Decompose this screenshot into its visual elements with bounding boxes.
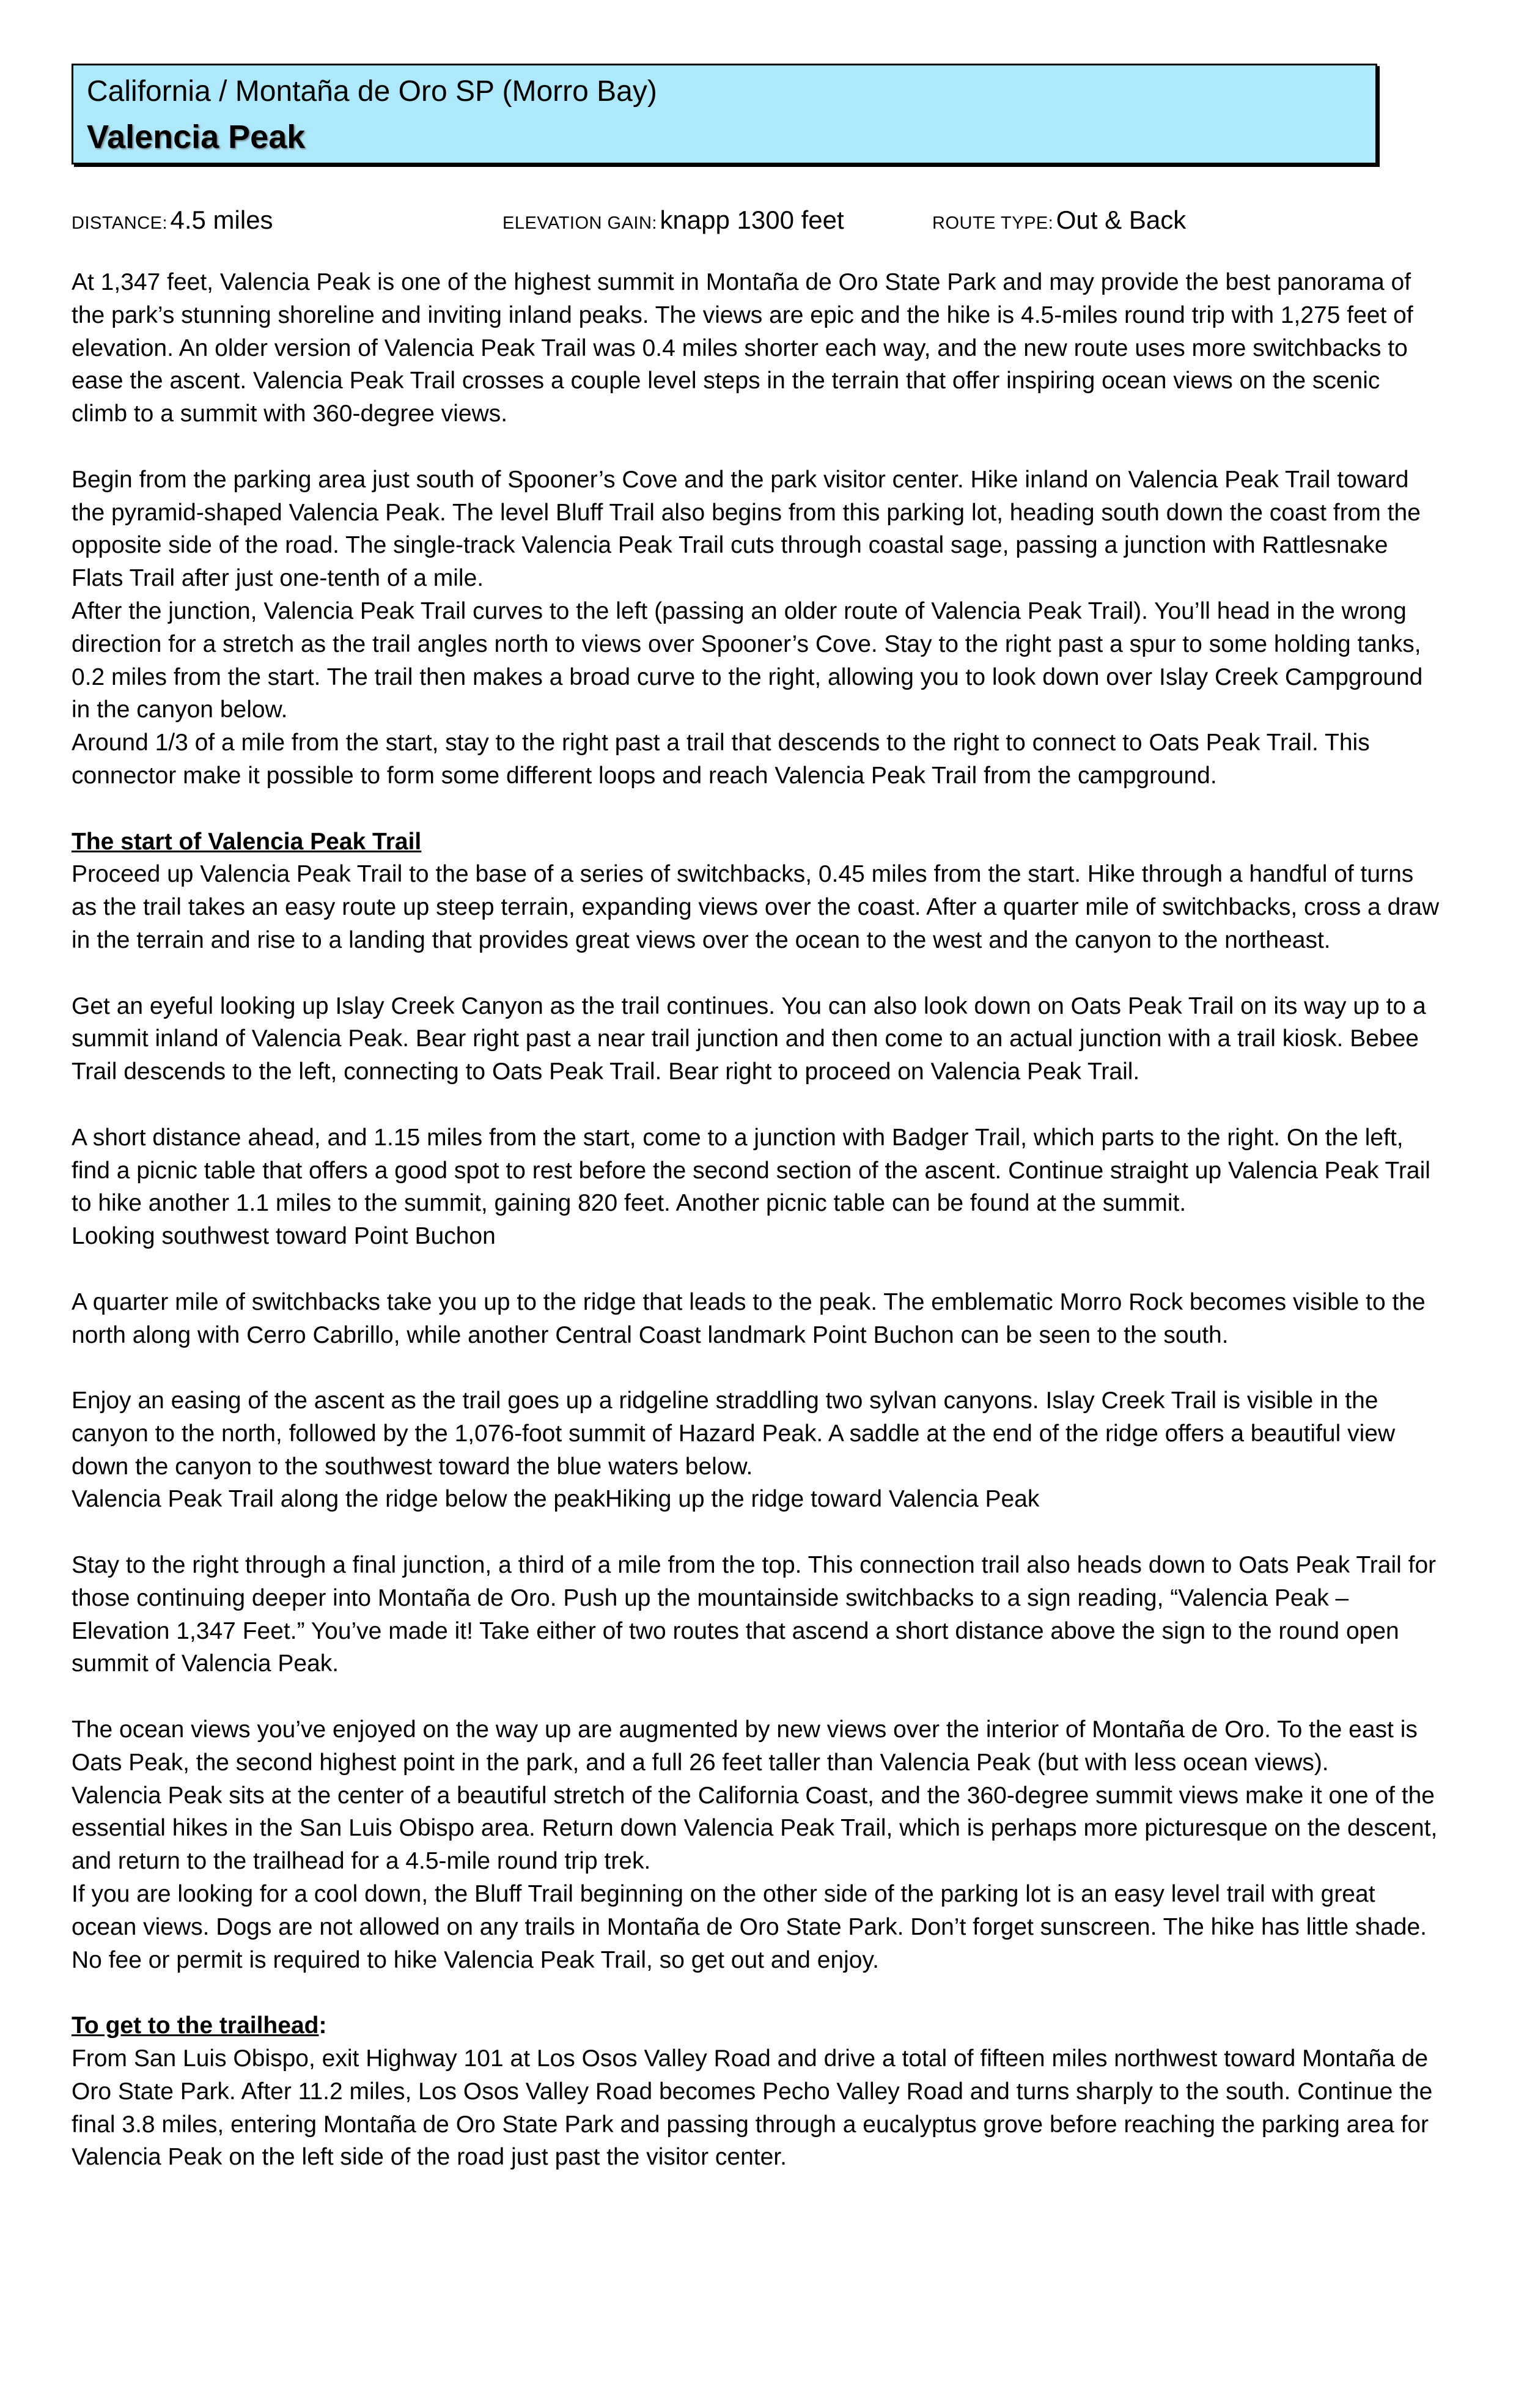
- photo-caption-point-buchon: Looking southwest toward Point Buchon: [72, 1223, 496, 1250]
- paragraph-ridge: A quarter mile of switchbacks take you up to the ridge that leads to the peak. The emblematic Morro Rock becomes visible to the north along with Cerro Cabrillo, while another Central Coast landmark Point Buchon can be seen to the south.: [72, 1288, 1426, 1348]
- paragraph-badger-junction: A short distance ahead, and 1.15 miles from the start, come to a junction with Badger Trail, which parts to the right. On the left, find a picnic table that offers a good spot to rest before the second section of the ascent. Continue straight up Valencia Peak Trail to hike another 1.1 miles to the summit, gaining 820 feet. Another picnic table can be found at the summit.: [72, 1124, 1430, 1217]
- paragraph-switchbacks: Proceed up Valencia Peak Trail to the base of a series of switchbacks, 0.45 miles from the start. Hike through a handful of turns as the trail takes an easy route up steep terrain, expanding views over the coast. After a quarter mile of switchbacks, cross a draw in the terrain and rise to a landing that provides great views over the ocean to the west and the canyon to the northeast.: [72, 861, 1440, 953]
- elevation-value: knapp 1300 feet: [660, 205, 844, 234]
- paragraph-after-junction: After the junction, Valencia Peak Trail curves to the left (passing an older route of Valencia Peak Trail). You’ll head in the wrong direction for a stretch as the trail angles north to views over Spooner’s Cove. Stay to the right past a spur to some holding tanks, 0.2 miles from the start. The trail then makes a broad curve to the right, allowing you to look down over Islay Creek Campground in the canyon below.: [72, 597, 1423, 723]
- route-type-label: ROUTE TYPE:: [932, 213, 1054, 233]
- distance-value: 4.5 miles: [170, 205, 273, 234]
- paragraph-gap: [72, 957, 1441, 990]
- trailhead-heading-colon: :: [318, 2012, 327, 2039]
- paragraph-essential-hike: Valencia Peak sits at the center of a beautiful stretch of the California Coast, and the 360-degree summit views make it one of the essential hikes in the San Luis Obispo area. Return down Valencia Peak Trail, which is perhaps more picturesque on the descent, and return to the trailhead for a 4.5-mile round trip trek.: [72, 1782, 1438, 1875]
- paragraph-begin: Begin from the parking area just south of Spooner’s Cove and the park visitor center. Hike inland on Valencia Peak Trail toward the pyramid-shaped Valencia Peak. The level Bluff Trail also begins from this parking lot, heading south down the coast from the opposite side of the road. The single-track Valencia Peak Trail cuts through coastal sage, passing a junction with Rattlesnake Flats Trail after just one-tenth of a mile.: [72, 466, 1421, 592]
- photo-caption-ridge: Valencia Peak Trail along the ridge below the peakHiking up the ridge toward Valencia Peak: [72, 1486, 1040, 1513]
- paragraph-islay-canyon: Get an eyeful looking up Islay Creek Canyon as the trail continues. You can also look down on Oats Peak Trail on its way up to a summit inland of Valencia Peak. Bear right past a near trail junction and then come to an actual junction with a trail kiosk. Bebee Trail descends to the left, connecting to Oats Peak Trail. Bear right to proceed on Valencia Peak Trail.: [72, 992, 1426, 1085]
- region-breadcrumb: California / Montaña de Oro SP (Morro Bay): [87, 75, 657, 108]
- paragraph-cool-down: If you are looking for a cool down, the Bluff Trail beginning on the other side of the parking lot is an easy level trail with great ocean views. Dogs are not allowed on any trails in Montaña de Oro State Park. Don’t forget sunscreen. The hike has little shade. No fee or permit is required to hike Valencia Peak Trail, so get out and enjoy.: [72, 1881, 1427, 1973]
- distance-label: DISTANCE:: [72, 213, 168, 233]
- paragraph-gap: [72, 430, 1441, 464]
- paragraph-directions: From San Luis Obispo, exit Highway 101 at Los Osos Valley Road and drive a total of fifteen miles northwest toward Montaña de Oro State Park. After 11.2 miles, Los Osos Valley Road becomes Pecho Valley Road and turns sharply to the south. Continue the final 3.8 miles, entering Montaña de Oro State Park and passing through a eucalyptus grove before reaching the parking area for Valencia Peak on the left side of the road just past the visitor center.: [72, 2045, 1433, 2171]
- stat-route-type: [932, 202, 1186, 245]
- section-heading-trailhead: [72, 2009, 1441, 2042]
- paragraph-gap: [72, 1253, 1441, 1286]
- section-heading-start: The start of Valencia Peak Trail: [72, 828, 422, 855]
- trailhead-heading-text: To get to the trailhead: [72, 2012, 319, 2039]
- paragraph-gap: [72, 1351, 1441, 1384]
- paragraph-final-junction: Stay to the right through a final junction, a third of a mile from the top. This connection trail also heads down to Oats Peak Trail for those continuing deeper into Montaña de Oro. Push up the mountainside switchbacks to a sign reading, “Valencia Peak – Elevation 1,347 Feet.” You’ve made it! Take either of two routes that ascend a short distance above the sign to the round open summit of Valencia Peak.: [72, 1552, 1437, 1677]
- paragraph-summit-views: The ocean views you’ve enjoyed on the way up are augmented by new views over the interior of Montaña de Oro. To the east is Oats Peak, the second highest point in the park, and a full 26 feet taller than Valencia Peak (but with less ocean views).: [72, 1716, 1418, 1776]
- route-type-value: Out & Back: [1056, 205, 1187, 234]
- header-box: [72, 64, 1377, 164]
- paragraph-gap: [72, 1088, 1441, 1121]
- trail-stats: [72, 202, 1453, 238]
- elevation-label: ELEVATION GAIN:: [502, 213, 657, 233]
- stat-distance: [72, 202, 273, 245]
- paragraph-intro: At 1,347 feet, Valencia Peak is one of the highest summit in Montaña de Oro State Park and may provide the best panorama of the park’s stunning shoreline and inviting inland peaks. The views are epic and the hike is 4.5-miles round trip with 1,275 feet of elevation. An older version of Valencia Peak Trail was 0.4 miles shorter each way, and the new route uses more switchbacks to ease the ascent. Valencia Peak Trail crosses a couple level steps in the terrain that offer inspiring ocean views on the scenic climb to a summit with 360-degree views.: [72, 269, 1413, 427]
- paragraph-connector: Around 1/3 of a mile from the start, stay to the right past a trail that descends to the right to connect to Oats Peak Trail. This connector make it possible to form some different loops and reach Valencia Peak Trail from the campground.: [72, 729, 1370, 789]
- article-body: [72, 266, 1441, 2174]
- stat-elevation: [502, 202, 844, 245]
- paragraph-ridgeline: Enjoy an easing of the ascent as the trail goes up a ridgeline straddling two sylvan canyons. Islay Creek Trail is visible in the canyon to the north, followed by the 1,076-foot summit of Hazard Peak. A saddle at the end of the ridge offers a beautiful view down the canyon to the southwest toward the blue waters below.: [72, 1387, 1396, 1480]
- paragraph-gap: [72, 1516, 1441, 1549]
- paragraph-gap: [72, 1680, 1441, 1713]
- paragraph-gap: [72, 1976, 1441, 2009]
- paragraph-gap: [72, 792, 1441, 825]
- page-title: Valencia Peak: [87, 119, 306, 155]
